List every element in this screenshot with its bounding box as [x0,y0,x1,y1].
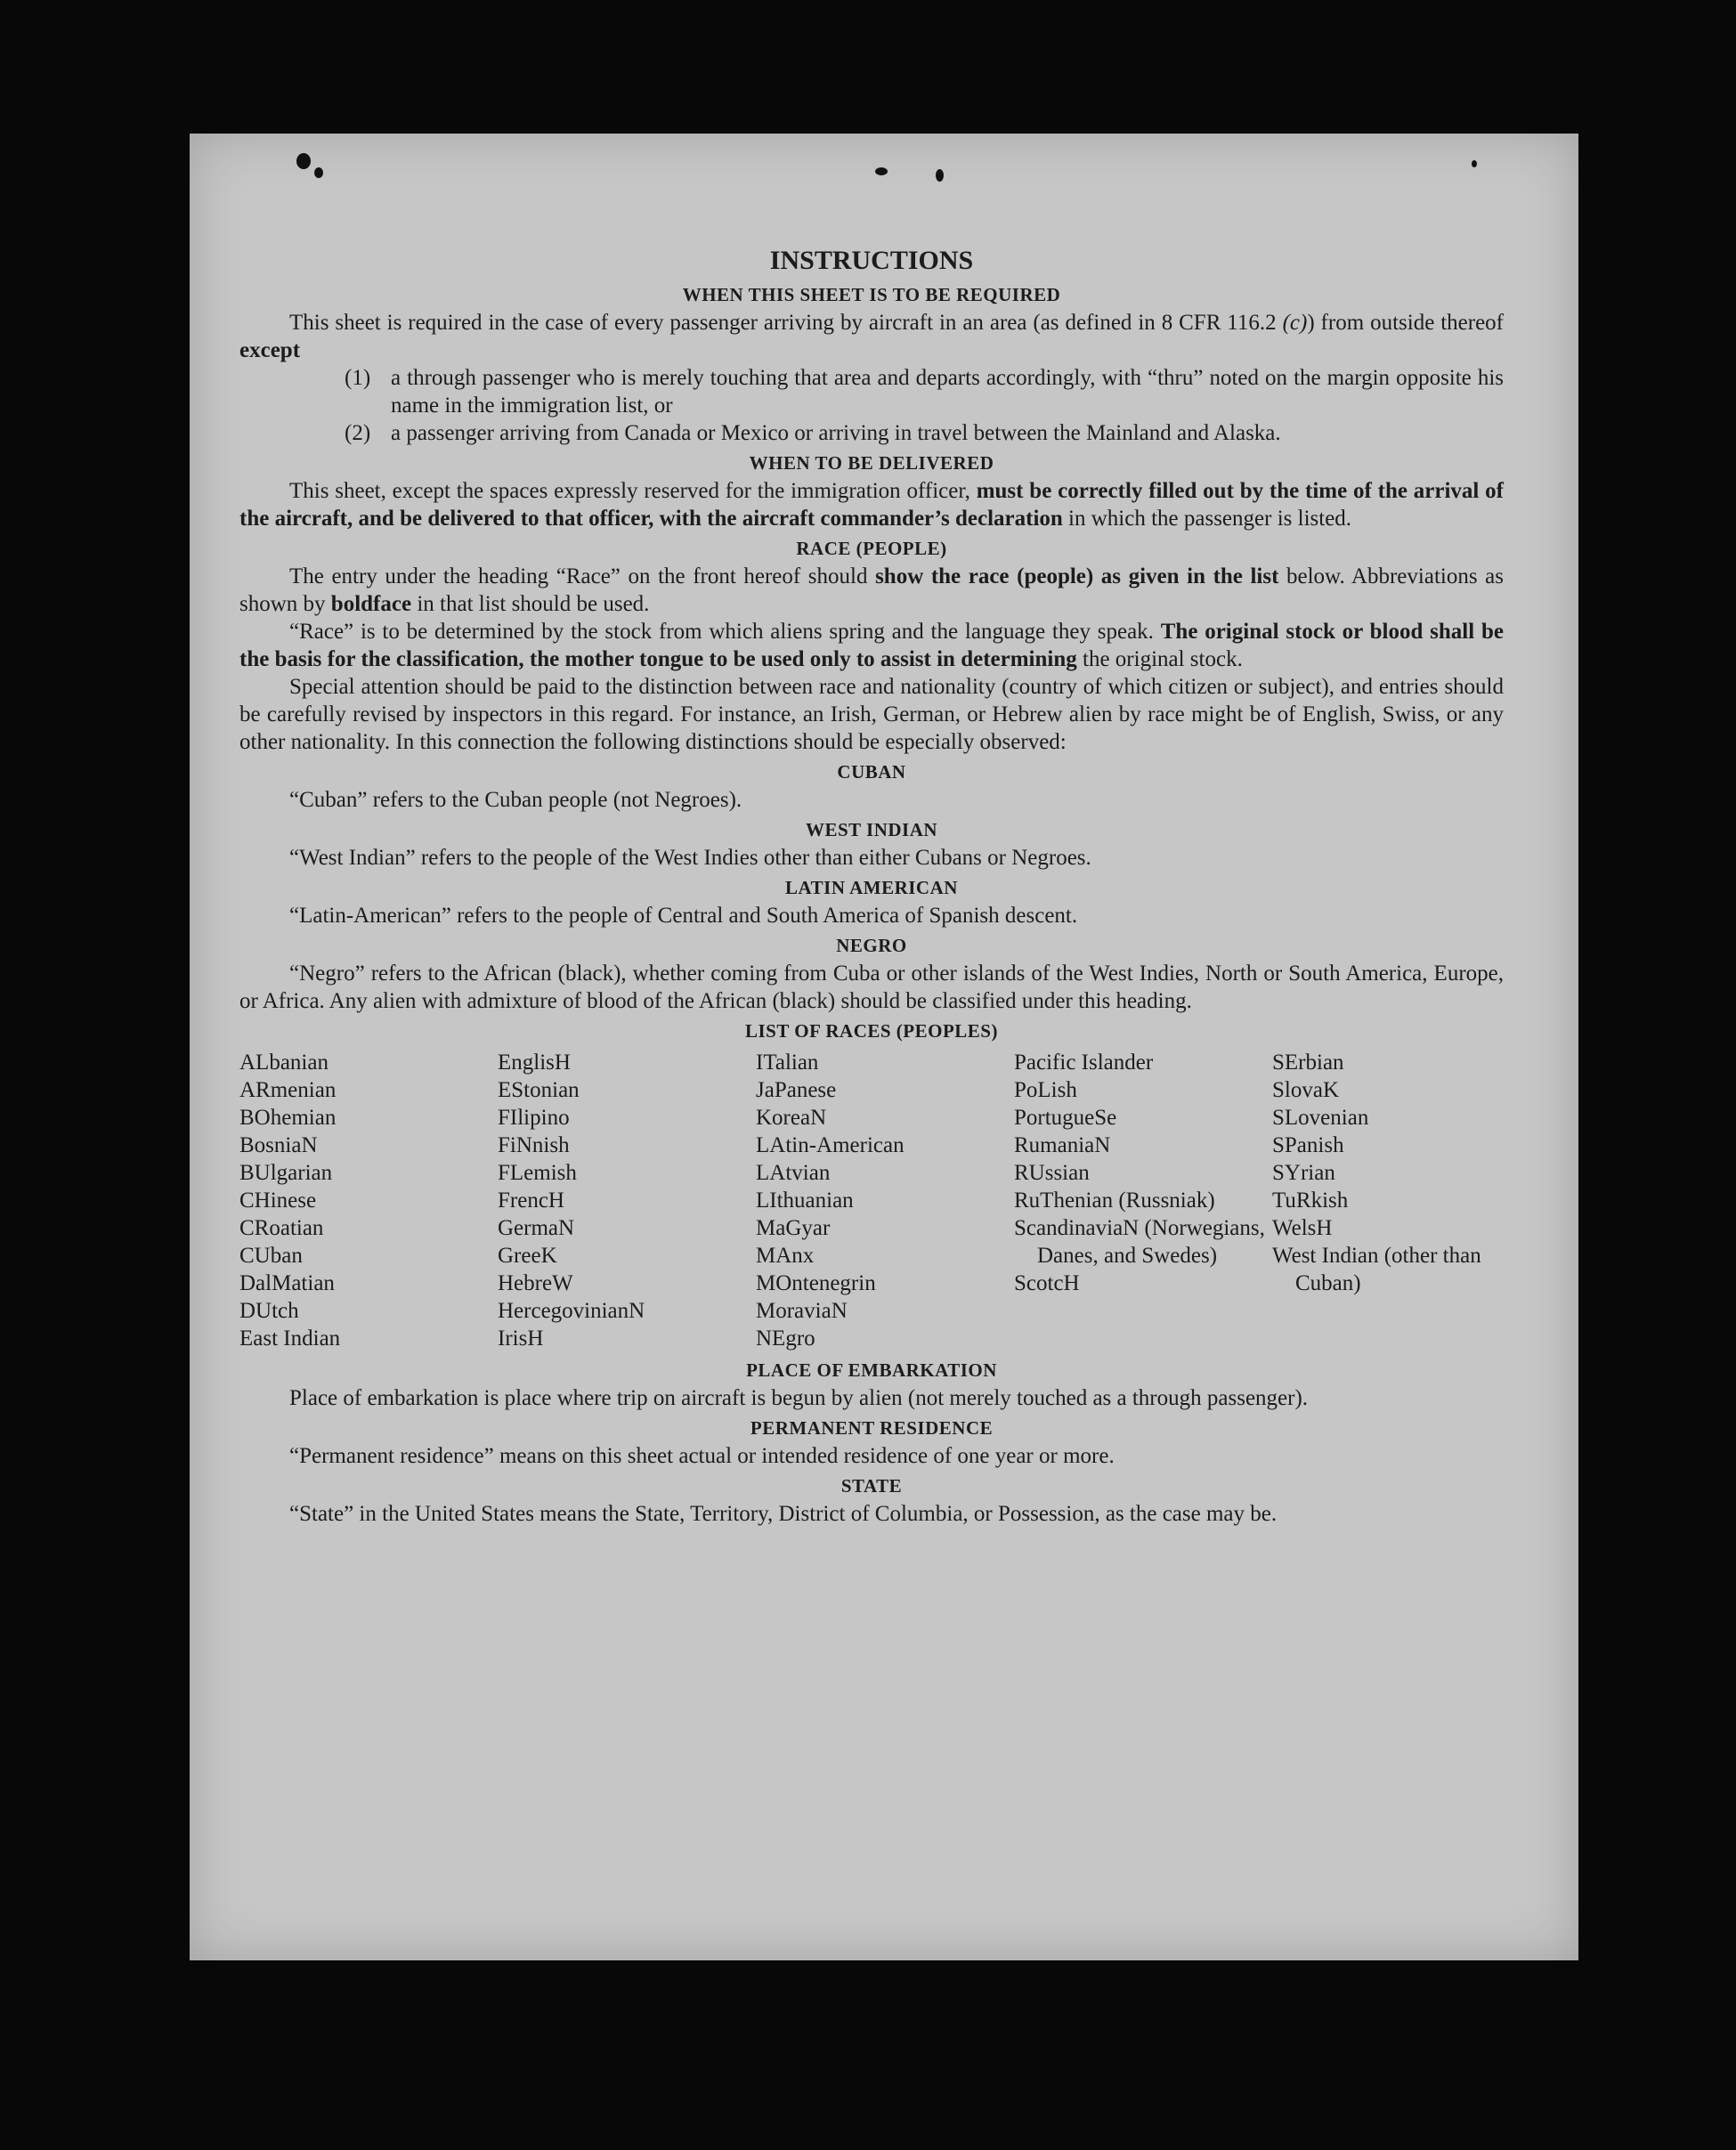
race-item: NEgro [756,1327,815,1351]
section-heading-residence: PERMANENT RESIDENCE [750,1417,994,1439]
race-item: JaPanese [756,1078,837,1102]
residence-text: “Permanent residence” means on this sheet actual or intended residence of one year or more. [289,1444,1115,1468]
race-item: LAtin-American [756,1133,905,1157]
race-item: RumaniaN [1014,1133,1111,1157]
races-column [498,1049,756,1352]
race-item: KoreaN [756,1106,827,1130]
race-item: PortugueSe [1014,1106,1117,1130]
section-heading-state: STATE [840,1475,903,1497]
races-list-heading: LIST OF RACES (PEOPLES) [745,1020,998,1042]
race-item: TuRkish [1272,1189,1349,1213]
section-heading-required: WHEN THIS SHEET IS TO BE REQUIRED [682,284,1061,305]
section-heading-embarkation: PLACE OF EMBARKATION [746,1359,997,1381]
race-item: SYrian [1272,1161,1335,1185]
race-item: EnglisH [498,1051,571,1075]
race-item: GermaN [498,1216,575,1240]
race-item: East Indian [239,1327,341,1351]
races-list [239,1049,1504,1352]
section-heading-latin-american: LATIN AMERICAN [785,877,958,898]
race-item: EStonian [498,1078,580,1102]
race-paragraph-3: Special attention should be paid to the distinction between race and nationality (country of which citizen or subject), and entries should be carefully revised by inspectors in this regard. For instance, an Irish, German, or Hebrew alien by race might be of English, Swiss, or any other nationality. In this connection the following distinctions should be especially observed: [239,675,1504,754]
race-item: CRoatian [239,1216,324,1240]
race-item: MoraviaN [756,1299,848,1323]
cuban-text: “Cuban” refers to the Cuban people (not Negroes). [289,788,742,812]
race-item: DalMatian [239,1271,335,1295]
page-title: INSTRUCTIONS [769,246,974,275]
negro-text: “Negro” refers to the African (black), whether coming from Cuba or other islands of the West Indies, North or South America, Europe, or Africa. Any alien with admixture of blood of the African (black) should be classified under this heading. [239,961,1504,1013]
races-column [756,1049,1014,1352]
race-item: ScotcH [1014,1271,1080,1295]
race-item: HercegovinianN [498,1299,645,1323]
race-item: HebreW [498,1271,573,1295]
race-item: BUlgarian [239,1161,333,1185]
race-paragraph-2: “Race” is to be determined by the stock from which aliens spring and the language they speak. The original stock or blood shall be the basis for the classification, the mother tongue to be used only to assist in determining the original stock. [239,620,1504,671]
race-paragraph-1: The entry under the heading “Race” on the front hereof should show the race (people) as given in the list below. Abbreviations as shown by boldface in that list should be used. [239,564,1504,616]
race-item: ScandinaviaN (Norwegians, Danes, and Swedes) [1014,1216,1265,1268]
ink-speck [314,167,323,178]
section-heading-west-indian: WEST INDIAN [805,819,938,840]
race-item: BOhemian [239,1106,337,1130]
races-column [239,1049,498,1352]
race-item: FLemish [498,1161,577,1185]
race-item: SLovenian [1272,1106,1369,1130]
race-item: MAnx [756,1244,815,1268]
race-item: FrencH [498,1189,564,1213]
race-item: SlovaK [1272,1078,1339,1102]
races-column [1272,1049,1530,1352]
required-item-2: (2) a passenger arriving from Canada or Mexico or arriving in travel between the Mainland and Alaska. [345,421,1281,445]
section-heading-race: RACE (PEOPLE) [796,538,947,559]
ink-speck [1472,160,1477,167]
race-item: LAtvian [756,1161,831,1185]
ink-speck [296,153,311,169]
state-text: “State” in the United States means the State, Territory, District of Columbia, or Possession, as the case may be. [289,1502,1278,1526]
race-item: FIlipino [498,1106,570,1130]
race-item: MOntenegrin [756,1271,876,1295]
race-item: BosniaN [239,1133,318,1157]
races-column [1014,1049,1272,1352]
embarkation-text: Place of embarkation is place where trip on aircraft is begun by alien (not merely touched as a through passenger). [289,1386,1309,1410]
required-intro: This sheet is required in the case of every passenger arriving by aircraft in an area (as defined in 8 CFR 116.2 (c)) from outside thereof except [239,311,1505,362]
race-item: IrisH [498,1327,544,1351]
race-item: GreeK [498,1244,557,1268]
race-item: MaGyar [756,1216,831,1240]
race-item: ALbanian [239,1051,329,1075]
race-item: Pacific Islander [1014,1051,1154,1075]
instructions-content [239,245,1504,1528]
race-item: FiNnish [498,1133,570,1157]
race-item: ITalian [756,1051,819,1075]
race-item: ARmenian [239,1078,337,1102]
race-item: CHinese [239,1189,317,1213]
race-item: PoLish [1014,1078,1077,1102]
race-item: CUban [239,1244,303,1268]
ink-speck [936,169,944,182]
race-item: LIthuanian [756,1189,854,1213]
section-heading-delivered: WHEN TO BE DELIVERED [749,452,994,474]
race-item: DUtch [239,1299,299,1323]
race-item: SErbian [1272,1051,1344,1075]
race-item: WelsH [1272,1216,1333,1240]
west-indian-text: “West Indian” refers to the people of the West Indies other than either Cubans or Negroes. [289,846,1091,870]
race-item: West Indian (other than Cuban) [1272,1244,1481,1295]
ink-speck [875,167,888,175]
race-item: RuThenian (Russniak) [1014,1189,1215,1213]
section-heading-negro: NEGRO [836,935,907,956]
section-heading-cuban: CUBAN [837,761,906,783]
document-sheet [190,134,1578,1960]
race-item: RUssian [1014,1161,1090,1185]
race-item: SPanish [1272,1133,1344,1157]
delivered-text: This sheet, except the spaces expressly reserved for the immigration officer, must be correctly filled out by the time of the arrival of the aircraft, and be delivered to that officer, with the aircraft commander’s declaration in which the passenger is listed. [239,479,1504,531]
latin-american-text: “Latin-American” refers to the people of Central and South America of Spanish descent. [289,904,1078,928]
required-item-1: (1) a through passenger who is merely touching that area and departs accordingly, with “thru” noted on the margin opposite his name in the immigration list, or [345,366,1504,418]
